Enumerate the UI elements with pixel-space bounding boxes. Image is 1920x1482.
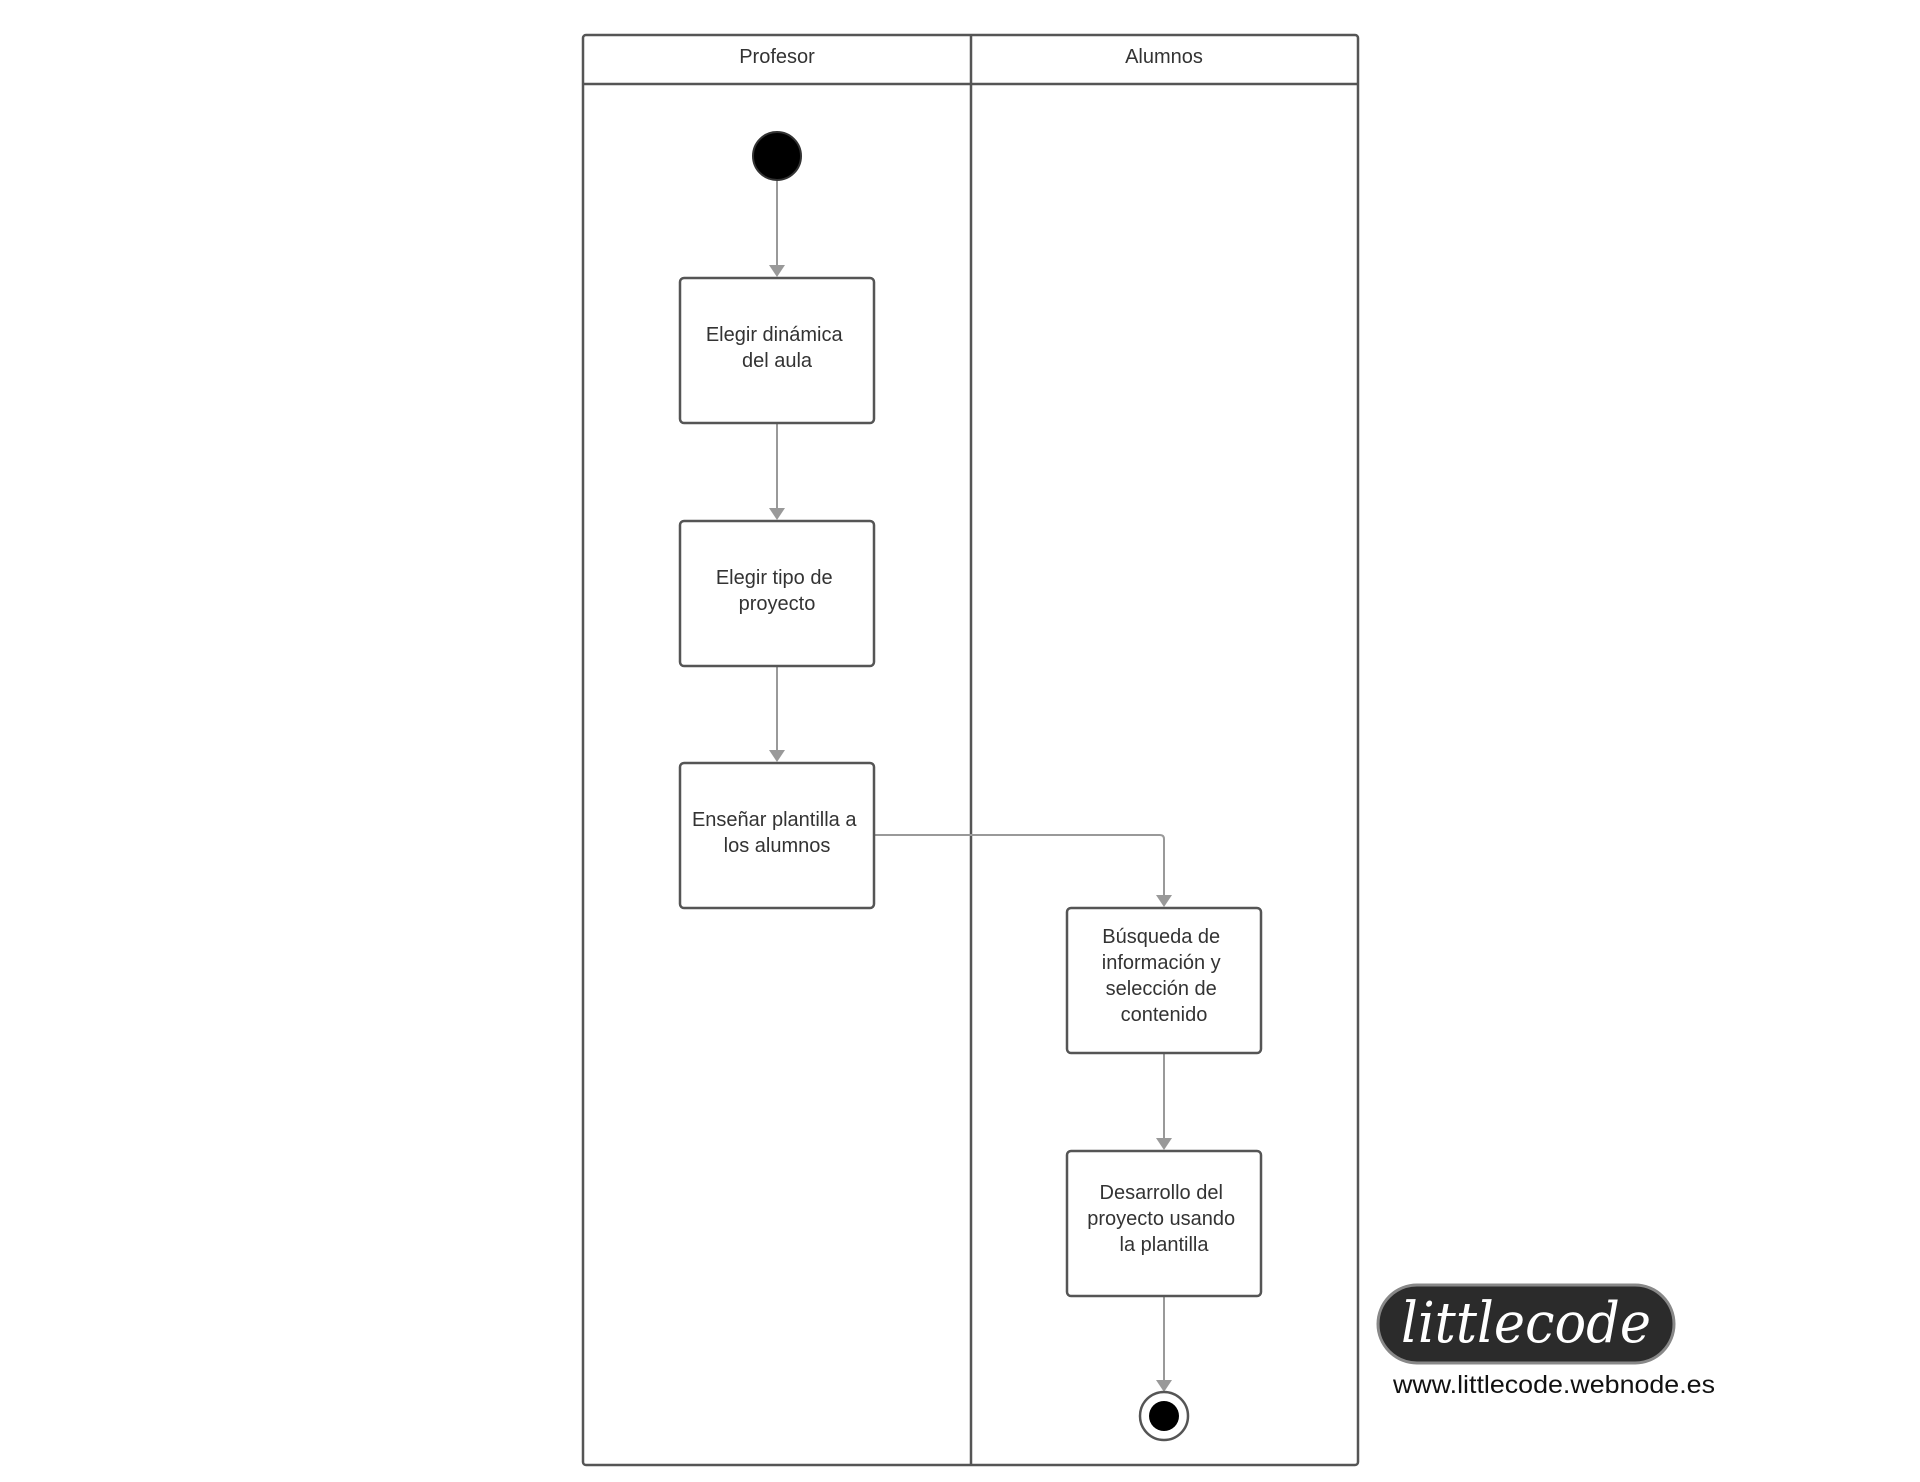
logo-wordmark: littlecode (1401, 1291, 1651, 1356)
action-label-line: del aula (741, 350, 813, 372)
action-label-line: Elegir tipo de (715, 567, 833, 589)
littlecode-logo (1378, 1285, 1674, 1363)
transition-a3-to-a4 (874, 835, 1164, 905)
action-label-line: proyecto usando (1087, 1208, 1236, 1230)
action-label-line: Desarrollo del (1099, 1182, 1223, 1204)
action-label-line: la plantilla (1119, 1234, 1209, 1256)
action-label-line: Enseñar plantilla a (691, 809, 857, 831)
action-busqueda-informacion (1067, 908, 1261, 1053)
action-label-line: información y (1101, 952, 1221, 974)
action-label-line: Búsqueda de (1102, 926, 1221, 948)
action-label-line: selección de (1105, 978, 1217, 1000)
lane-header-alumnos: Alumnos (1125, 46, 1203, 68)
lane-header-profesor: Profesor (739, 46, 815, 68)
initial-node (753, 132, 801, 180)
final-node (1140, 1392, 1188, 1440)
action-label-line: contenido (1120, 1004, 1208, 1026)
action-ensenar-plantilla (680, 763, 874, 908)
action-elegir-dinamica (680, 278, 874, 423)
action-label-line: proyecto (738, 593, 816, 615)
action-desarrollo-proyecto (1067, 1151, 1261, 1296)
action-label-line: Elegir dinámica (705, 324, 843, 346)
action-elegir-tipo-proyecto (680, 521, 874, 666)
action-label-line: los alumnos (723, 835, 831, 857)
website-url: www.littlecode.webnode.es (1391, 1371, 1715, 1399)
